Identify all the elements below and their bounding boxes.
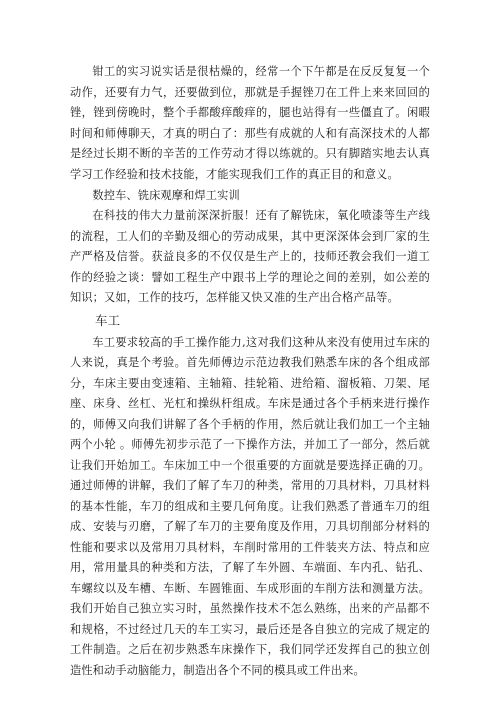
paragraph-cnc-observation: 在科技的伟大力量前深深折服！还有了解铣床，氧化喷漆等生产线的流程，工人们的辛勤及细心的劳动成果，其中更深深体会到厂家的生产严格及信誉。获益良多的不仅仅是生产上的，技师还教会我们一道工作的经验之谈：譬如工程生产中跟书上学的理论之间的差别，如公差的知识；又如，工作的技巧，怎样能又快又准的生产出合格产品等。 [70,209,430,304]
section-heading-lathe: 车工 [95,312,121,328]
paragraph-fitter-practice: 钳工的实习说实话是很枯燥的，经常一个下午都是在反反复复一个动作，还要有力气，还要做到位，那就是手握锉刀在工件上来来回回的锉，锉到傍晚时，整个手都酸痒酸痒的，腿也站得有一些僵直了。闲暇时间和师傅聊天，才真的明白了：那些有成就的人和有高深技术的人都是经过长期不断的辛苦的工作劳动才得以练就的。只有脚踏实地去认真学习工作经验和技术技能，才能实现我们工作的真正目的和意义。 [70,65,430,181]
paragraph-lathe-practice: 车工要求较高的手工操作能力,这对我们这种从来没有使用过车床的人来说，真是个考验。首先师傅边示范边教我们熟悉车床的各个组成部分，车床主要由变速箱、主轴箱、挂轮箱、进给箱、溜板箱、刀架、尾座、床身、丝杠、光杠和操纵杆组成。车床是通过各个手柄来进行操作的，师傅又向我们讲解了各个手柄的作用，然后就让我们加工一个主轴两个小轮 。师傅先初步示范了一下操作方法，并加工了一部分，然后就让我们开始加工。车床加工中一个很重要的方面就是要选择正确的刀。通过师傅的讲解，我们了解了车刀的种类，常用的刀具材料，刀具材料的基本性能，车刀的组成和主要几何角度。让我们熟悉了普通车刀的组成、安装与刃磨，了解了车刀的主要角度及作用，刀具切削部分材料的性能和要求以及常用刀具材料，车削时常用的工件装夹方法、特点和应用，常用量具的种类和方法，了解了车外圆、车端面、车内孔、钻孔、车螺纹以及车槽、车断、车圆锥面、车成形面的车削方法和测量方法。我们开始自己独立实习时，虽然操作技术不怎么熟练，出来的产品都不和规格，不过经过几天的车工实习，最后还是各自独立的完成了规定的工件制造。之后在初步熟悉车床操作下，我们同学还发挥自己的独立创造性和动手动脑能力，制造出各个不同的模具或工件出来。 [70,335,430,677]
section-heading-cnc-welding: 数控车、铣床观摩和焊工实训 [92,189,240,202]
